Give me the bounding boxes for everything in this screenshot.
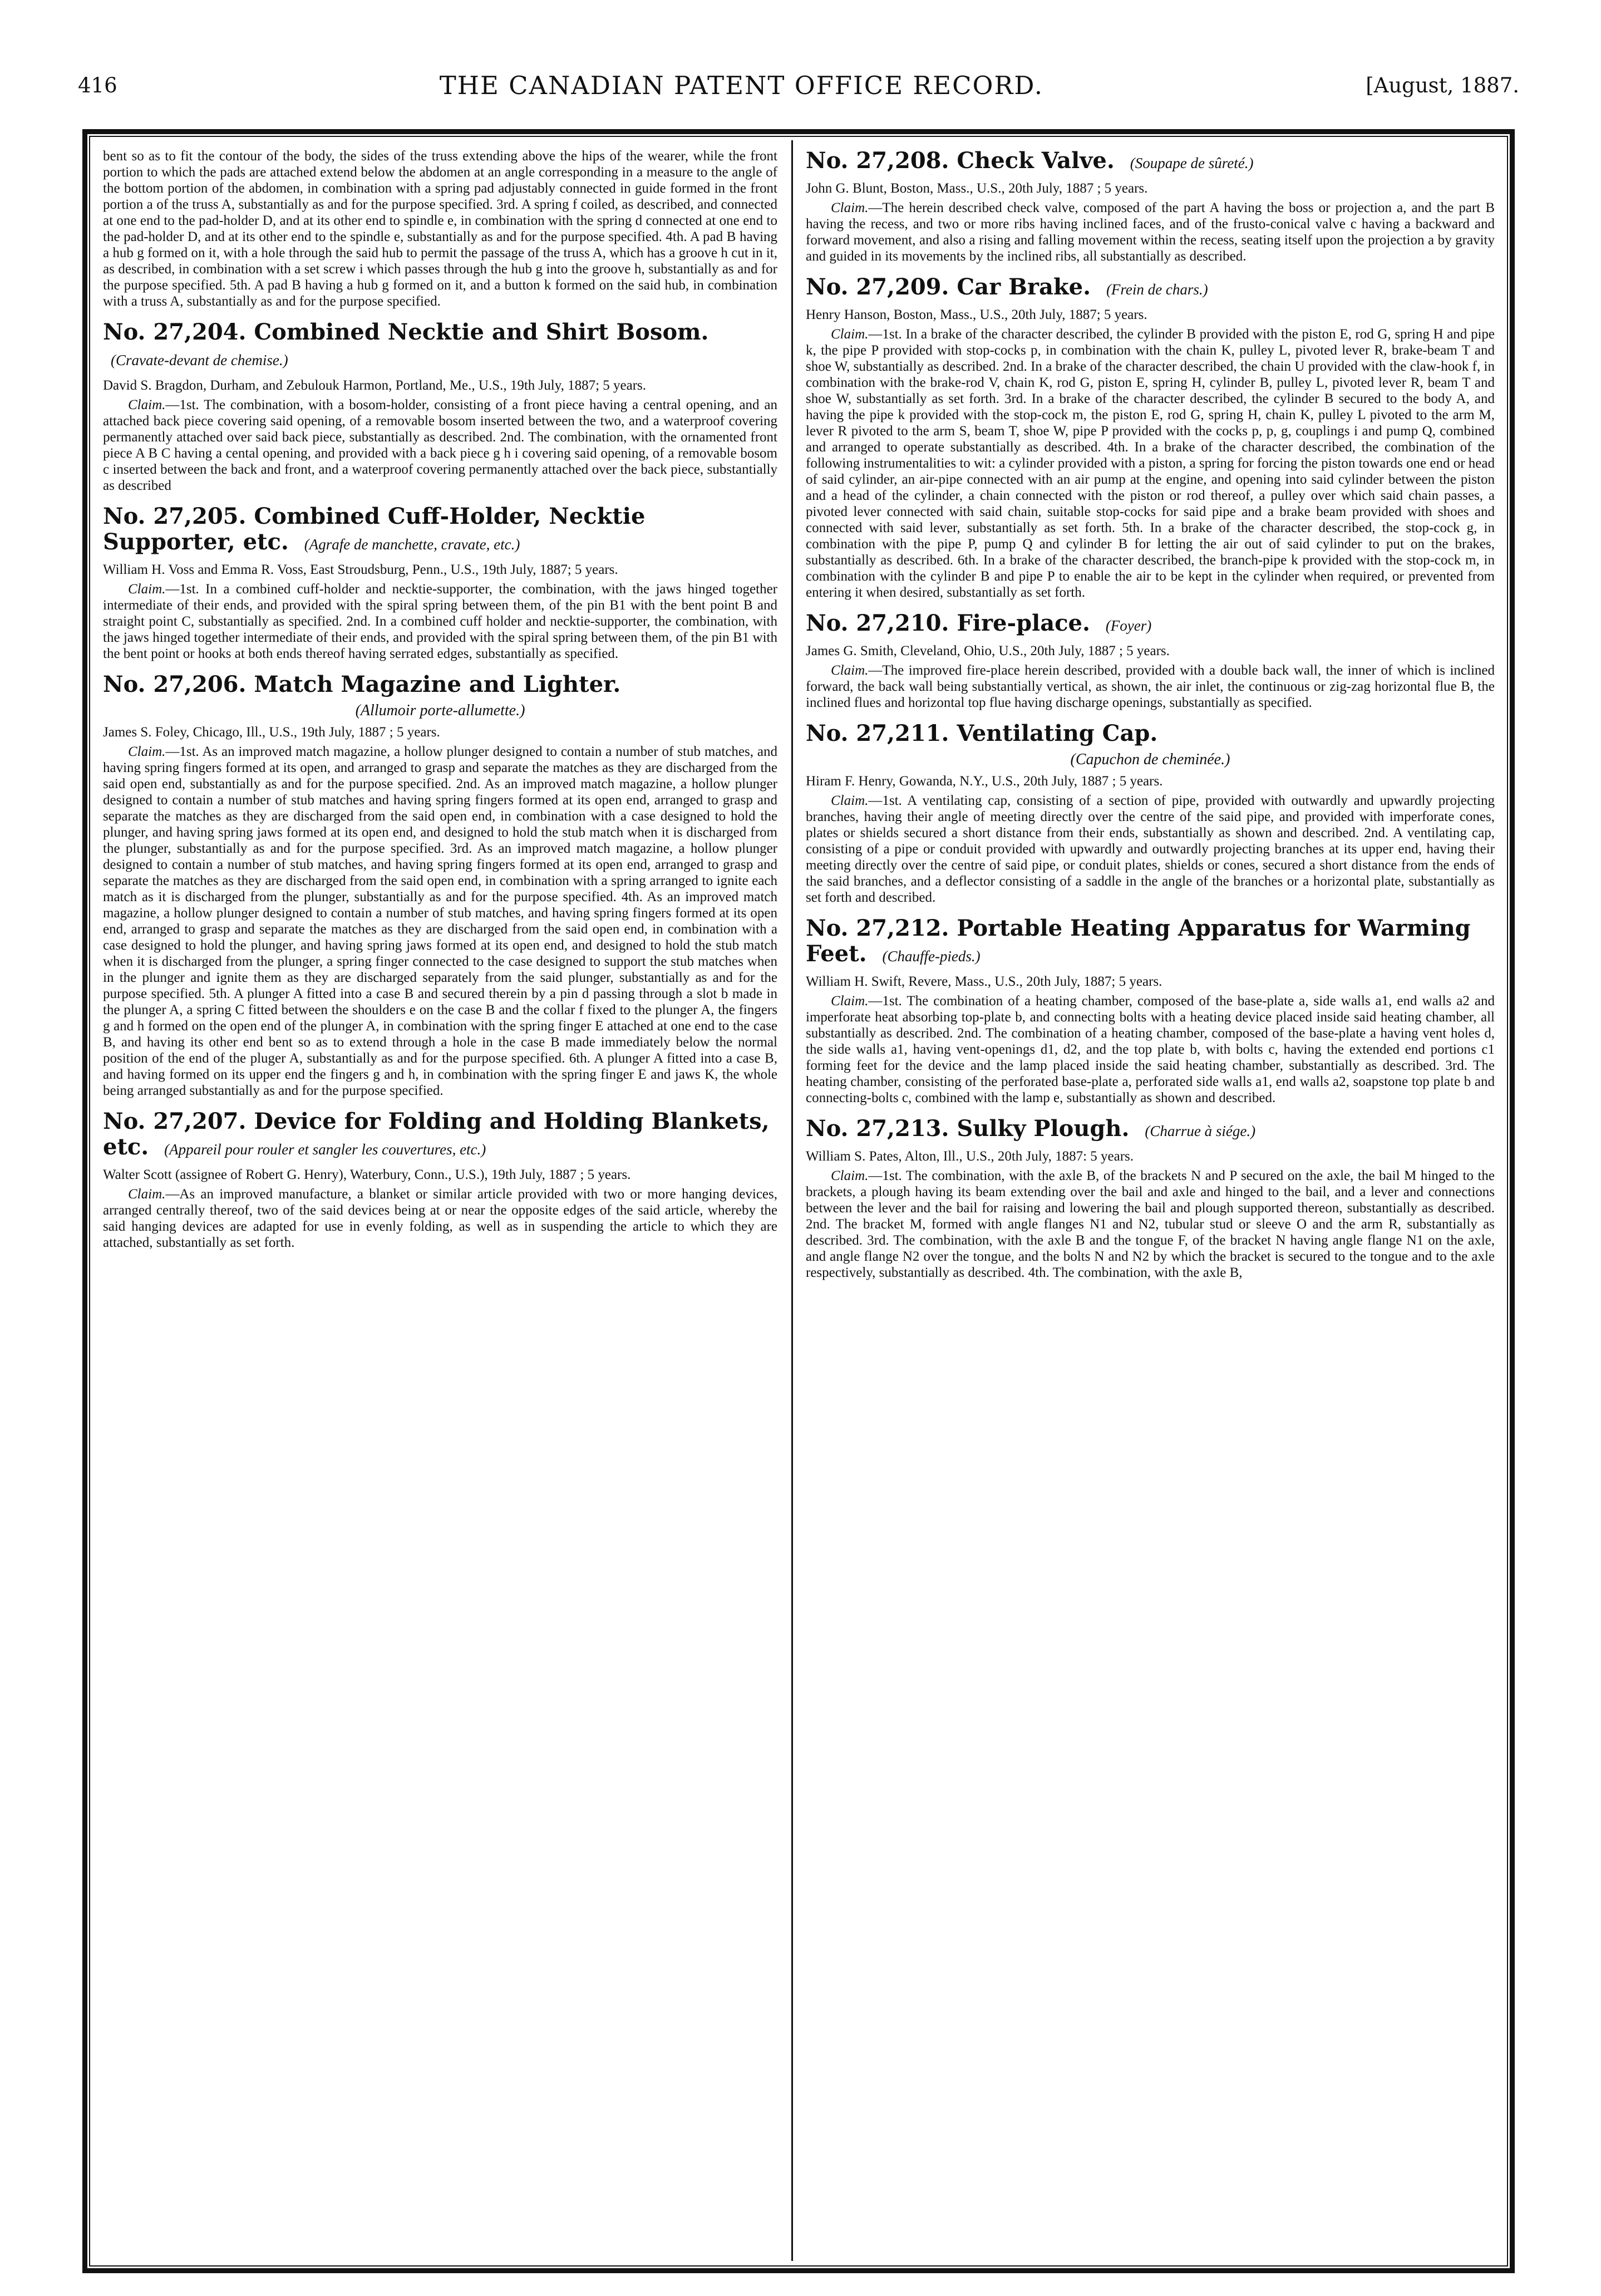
inventor-line: William H. Voss and Emma R. Voss, East Stroudsburg, Penn., U.S., 19th July, 1887; 5 years. (103, 562, 618, 577)
inventor-line: David S. Bragdon, Durham, and Zebulouk Harmon, Portland, Me., U.S., 19th July, 1887; 5 years. (103, 378, 647, 393)
inventor-line: Hiram F. Henry, Gowanda, N.Y., U.S., 20th July, 1887 ; 5 years. (806, 774, 1163, 789)
patent-number: No. 27,213. (806, 1115, 949, 1142)
claim-text (806, 993, 1495, 1106)
patent-title: Sulky Plough. (957, 1115, 1130, 1142)
patent-number: No. 27,205. (103, 503, 247, 529)
claim-body: —1st. The combination, with a bosom-holder, consisting of a front piece having a central opening, and an attached back piece covering said opening, of a removable bosom inserted between the two, and a waterproof covering permanently attached over said back piece, substantially as described. 2nd. The combination, with the ornamented front piece A B C having a cental opening, and provided with a back piece g h i covering said opening, of a removable bosom c inserted between the back and front, and a waterproof covering permanently attached over the back piece, substantially as described (103, 397, 777, 493)
french-title: (Cravate-devant de chemise.) (111, 352, 288, 368)
patent-entry (806, 611, 1495, 711)
patent-title: Portable Heating Apparatus for Warming Feet. (806, 915, 1471, 967)
inventor-line: John G. Blunt, Boston, Mass., U.S., 20th July, 1887 ; 5 years. (806, 181, 1148, 196)
claim-text (806, 1168, 1495, 1281)
claim-label: Claim. (831, 994, 869, 1009)
patent-heading (103, 504, 777, 557)
inventor-line: William H. Swift, Revere, Mass., U.S., 20th July, 1887; 5 years. (806, 974, 1162, 989)
patent-entry (103, 504, 777, 662)
left-column (103, 148, 777, 2258)
claim-text (103, 1186, 777, 1251)
claim-label: Claim. (831, 793, 869, 808)
patent-number: No. 27,212. (806, 915, 949, 941)
patent-number: No. 27,207. (103, 1108, 247, 1134)
claim-text (806, 793, 1495, 906)
inventor-line: Walter Scott (assignee of Robert G. Henry), Waterbury, Conn., U.S.), 19th July, 1887 ; 5 years. (103, 1167, 631, 1182)
patent-heading (806, 148, 1495, 176)
french-title: (Soupape de sûreté.) (1130, 155, 1254, 171)
claim-body: —1st. The combination, with the axle B, of the brackets N and P secured on the axle, the bail M hinged to the brackets, a plough having its beam extending over the bail and axle and hinged to the bail, and a lever and connections between the lever and the bail for raising and lowering the bail and plough supported thereon, substantially as described. 2nd. The bracket M, formed with angle flanges N1 and N2, tubular stud or sleeve O and the arm R, substantially as described. 3rd. The combination, with the axle B and the tongue F, of the bracket N having angle flange N1 on the axle, and angle flange N2 over the tongue, and the bolts N and N2 by which the bracket is secured to the tongue and to the axle respectively, substantially as described. 4th. The combination, with the axle B, (806, 1168, 1495, 1280)
claim-body: —1st. The combination of a heating chamber, composed of the base-plate a, side walls a1, end walls a2 and imperforate heat absorbing top-plate b, and connecting bolts with a heating device placed inside said heating chamber, all substantially as described. 2nd. The combination of a heating chamber, composed of the base-plate a having vent holes d, the side walls a1, having vent-openings d1, d2, and the top plate b, with bolts c, having the extended end portions c1 forming feet for the device and the lamp placed inside the said heating chamber, substantially as described. 3rd. The heating chamber, consisting of the perforated base-plate a, perforated side walls a1, end walls a2, soapstone top plate b and connecting-bolts c, combined with the lamp e, substantially as shown and described. (806, 994, 1495, 1105)
inventor-line: James S. Foley, Chicago, Ill., U.S., 19th July, 1887 ; 5 years. (103, 725, 440, 740)
french-title: (Frein de chars.) (1106, 281, 1208, 298)
claim-body: —1st. A ventilating cap, consisting of a section of pipe, provided with outwardly and upwardly projecting branches, having their angle of meeting directly over the centre of the said pipe, and provided with imperforate cones, plates or shields secured a short distance from their ends, substantially as shown and described. 2nd. A ventilating cap, consisting of a pipe or conduit provided with upwardly and outwardly projecting branches at its upper end, having their meeting directly over the centre of said pipe, or conduit plates, shields or cones, secured a short distance from the ends of the said branches, and a deflector consisting of a saddle in the angle of the branches or a horizontal plate, substantially as set forth and described. (806, 793, 1495, 905)
claim-text (806, 326, 1495, 601)
claim-label: Claim. (831, 1168, 869, 1183)
patent-entry (103, 672, 777, 1099)
claim-body: —The improved fire-place herein described, provided with a double back wall, the inner of which is inclined forward, the back wall being substantially vertical, as shown, the air inlet, the continuous or zig-zag horizontal flue B, the inclined flues and horizontal top flue having discharge openings, substantially as specified. (806, 663, 1495, 710)
patent-entry (103, 1109, 777, 1251)
claim-body: —1st. As an improved match magazine, a hollow plunger designed to contain a number of stub matches, and having spring fingers formed at its open, and arranged to grasp and separate the matches as they are discharged from the said open end, substantially as and for the purpose specified. 2nd. As an improved match magazine, a hollow plunger designed to contain a number of stub matches and having spring fingers formed at its open end, arranged to grasp and separate the matches as they are discharged from the said open end, in combination with a case designed to hold the plunger, and having spring jaws formed at its open end, and designed to hold the stub match when it is discharged from the plunger, substantially as and for the purpose specified. 3rd. As an improved match magazine, a hollow plunger designed to contain a number of stub matches, and having spring fingers formed at its open end, arranged to grasp and separate the matches as they are discharged from the said open end, in combination with a spring arranged to ignite each match as it is discharged from the plunger, substantially as and for the purpose specified. 4th. As an improved match magazine, a hollow plunger designed to contain a number of stub matches, and having spring fingers formed at its open end, arranged to grasp and separate the matches as they are discharged from the said open end, in combination with a case designed to hold the plunger, and having spring jaws formed at its open end, and designed to hold the stub match when it is discharged from the plunger, a spring finger connected to the case designed to support the stub matches when in the plunger and ignite them as they are discharged separately from the said plunger, substantially as and for the purpose specified. 5th. A plunger A fitted into a case B and secured therein by a pin d passing through a slot b made in the plunger A, a spring C fitted between the shoulders e on the case B and the collar f fixed to the plunger A, the fingers g and h formed on the open end of the plunger A, in combination with the spring finger E attached at one end to the case B, and having its other end bent so as to extend through a hole in the case B made immediately below the normal position of the end of the pluger A, substantially as and for the purpose specified. 6th. A plunger A fitted into a case B, and having formed on its upper end the fingers g and h, in combination with the spring finger E and jaws K, the whole being arranged substantially as and for the purpose specified. (103, 744, 777, 1098)
patent-heading (806, 916, 1495, 969)
claim-label: Claim. (128, 1187, 166, 1202)
continued-claim-text: bent so as to fit the contour of the body, the sides of the truss extending above the hips of the wearer, while the front portion to which the pads are attached extend below the abdomen at an angle corresponding in a measure to the angle of the bottom portion of the abdomen, in combination with a spring pad adjustably connected in guide formed in the front portion a of the truss A, substantially as and for the purpose specified. 3rd. A spring f coiled, as described, and connected at one end to the pad-holder D, and at its other end to spindle e, in combination with the spring d connected at one end to the pad-holder D, and at its other end to the spindle e, substantially as and for the purpose specified. 4th. A pad B having a hub g formed on it, with a hole through the said hub to permit the passage of the truss A, which has a groove h cut in it, as described, in combination with a set screw i which passes through the hub g into the groove h, substantially as and for the purpose specified. 5th. A pad B having a hub g formed on it, and a button k formed on the said hub, in combination with a truss A, substantially as and for the purpose specified. (103, 149, 777, 309)
claim-text (806, 662, 1495, 711)
claim-text (103, 397, 777, 494)
issue-date: [August, 1887. (1366, 73, 1519, 97)
french-title: (Capuchon de cheminée.) (1070, 751, 1230, 768)
patent-number: No. 27,210. (806, 610, 949, 636)
patent-title: Combined Necktie and Shirt Bosom. (254, 319, 709, 345)
patent-entry (806, 148, 1495, 264)
claim-body: —The herein described check valve, composed of the part A having the boss or projection a, and the part B having the recess, and two or more ribs having inclined faces, and of the frusto-conical valve c having a backward and forward movement, and also a rising and falling movement within the recess, seating itself upon the projection a by gravity and guided in its movements by the inclined ribs, all substantially as described. (806, 200, 1495, 264)
patent-title: Check Valve. (957, 148, 1115, 174)
inventor-line: James G. Smith, Cleveland, Ohio, U.S., 20th July, 1887 ; 5 years. (806, 643, 1170, 658)
claim-text (103, 744, 777, 1099)
french-title: (Appareil pour rouler et sangler les couvertures, etc.) (164, 1141, 486, 1158)
patent-title: Combined Cuff-Holder, Necktie Supporter, etc. (103, 503, 646, 555)
patent-heading (806, 611, 1495, 638)
claim-label: Claim. (128, 744, 166, 759)
patent-entry (806, 721, 1495, 906)
claim-label: Claim. (128, 582, 166, 597)
column-divider (791, 140, 793, 2261)
patent-heading (806, 274, 1495, 302)
patent-heading (103, 319, 777, 373)
claim-label: Claim. (831, 327, 869, 342)
french-title: (Chauffe-pieds.) (882, 948, 981, 965)
patent-heading (103, 1109, 777, 1162)
patent-heading (806, 721, 1495, 746)
patent-number: No. 27,206. (103, 671, 247, 697)
claim-body: —As an improved manufacture, a blanket or similar article provided with two or more hanging devices, arranged centrally thereof, two of the said devices being at or near the opposite edges of the said article, whereby the said hanging devices are adapted for use in evenly folding, as well as in suspending the article to which they are attached, substantially as set forth. (103, 1187, 777, 1250)
patent-number: No. 27,208. (806, 148, 949, 174)
patent-number: No. 27,209. (806, 274, 949, 300)
patent-entry (103, 319, 777, 494)
claim-body: —1st. In a brake of the character described, the cylinder B provided with the piston E, rod G, spring H and pipe k, the pipe P provided with stop-cocks p, in combination with the chain K, pulley L, pivoted lever R, brake-beam T and shoe W, substantially as described. 2nd. In a brake of the character described, the chain U provided with the claw-hook f, in combination with the brake-rod V, chain K, rod G, piston E, spring H, cylinder B, pulley L, pivoted lever R, beam T and shoe W, substantially as set forth. 3rd. In a brake of the character described, the cylinder B secured to the body A, and having the pipe k provided with the stop-cock m, the piston E, rod G, spring H, chain K, pulley L pivoted to the arm M, lever R pivoted to the arm S, beam T, shoe W, pipe P provided with the cocks p, p, g, couplings i and pump Q, combined and arranged to operate substantially as described. 4th. In a brake of the character described, the combination of the following instrumentalities to wit: a cylinder provided with a piston, a spring for forcing the piston towards one end or head of said cylinder, an air-pipe connected with an air pump at the engine, and opening into said cylinder between the piston and a head of the cylinder, a chain connected with the piston or rod thereof, a pulley over which said chain passes, a pivoted lever connected with said chain, suitable stop-cocks for said pipe and a brake beam provided with shoes and connected with said lever, substantially as set forth. 5th. In a brake of the character described, the stop-cock g, in combination with the pipe P, pump Q and cylinder B for letting the air out of said cylinder to put on the brakes, substantially as described. 6th. In a brake of the character described, the branch-pipe k provided with the stop-cock m, in combination with the cylinder B and pipe P to enable the air to be kept in the cylinder when required, or prevented from entering it when desired, substantially as set forth. (806, 327, 1495, 600)
patent-title: Ventilating Cap. (957, 720, 1158, 746)
patent-title: Device for Folding and Holding Blankets, etc. (103, 1108, 770, 1160)
french-title: (Agrafe de manchette, cravate, etc.) (304, 536, 520, 553)
patent-number: No. 27,211. (806, 720, 949, 746)
claim-label: Claim. (831, 200, 869, 215)
patent-heading (103, 672, 777, 697)
patent-heading (806, 1116, 1495, 1144)
patent-number: No. 27,204. (103, 319, 247, 345)
patent-entry (806, 1116, 1495, 1281)
claim-label: Claim. (831, 663, 869, 678)
french-title: (Allumoir porte-allumette.) (355, 702, 525, 719)
claim-body: —1st. In a combined cuff-holder and necktie-supporter, the combination, with the jaws hinged together intermediate of their ends, and provided with the spiral spring between them, of the pin B1 with the bent point B and straight point C, substantially as specified. 2nd. In a combined cuff holder and necktie-supporter, the combination, with the jaws hinged together intermediate of their ends, and provided with the spiral spring between them, of the pin B1 with the bent point or hooks at both ends thereof having serrated edges, substantially as specified. (103, 582, 777, 661)
patent-title: Car Brake. (957, 274, 1091, 300)
inventor-line: Henry Hanson, Boston, Mass., U.S., 20th July, 1887; 5 years. (806, 307, 1147, 322)
claim-label: Claim. (128, 397, 166, 412)
patent-entry (806, 916, 1495, 1106)
page-header (78, 66, 1519, 105)
patent-title: Fire-place. (957, 610, 1090, 636)
french-title: (Charrue à siége.) (1145, 1123, 1256, 1139)
claim-text (103, 581, 777, 662)
french-title: (Foyer) (1105, 617, 1152, 634)
patent-title: Match Magazine and Lighter. (254, 671, 621, 697)
inventor-line: William S. Pates, Alton, Ill., U.S., 20th July, 1887: 5 years. (806, 1149, 1134, 1164)
right-column (806, 148, 1495, 2258)
patent-entry (806, 274, 1495, 601)
claim-text (806, 200, 1495, 264)
page-number: 416 (78, 73, 117, 97)
publication-title: THE CANADIAN PATENT OFFICE RECORD. (439, 70, 1044, 100)
